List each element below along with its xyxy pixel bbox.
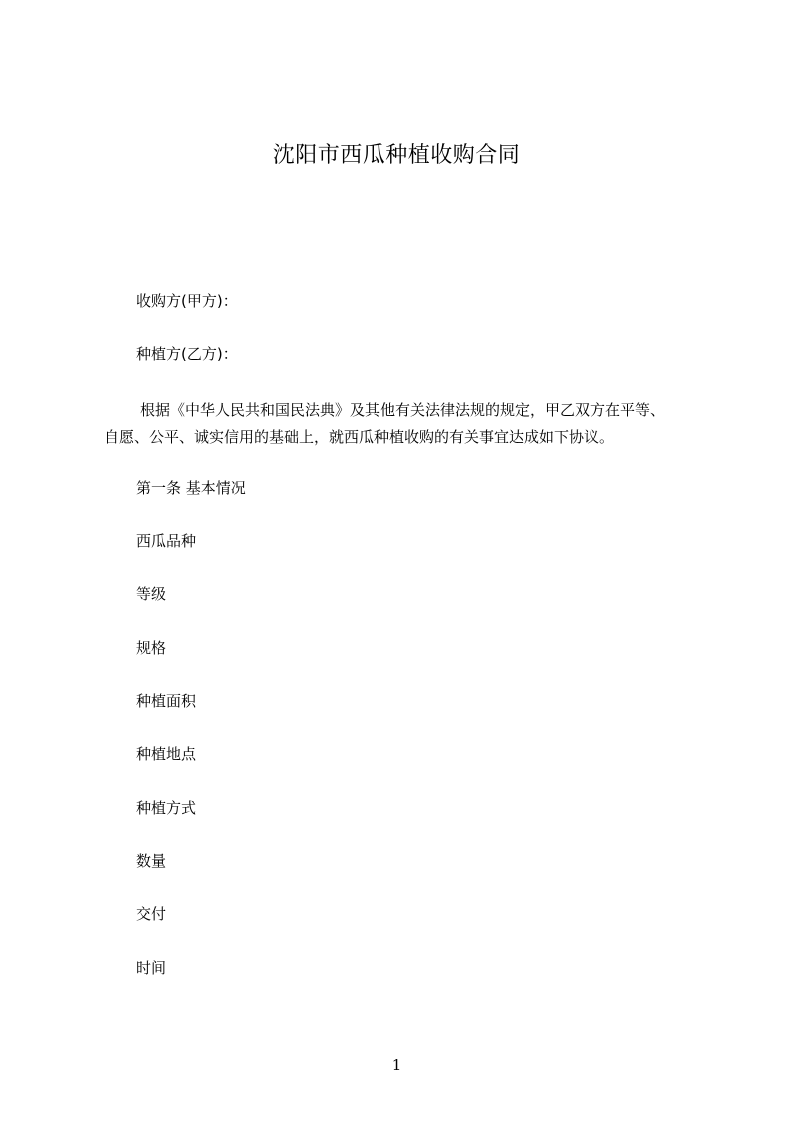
field-variety: 西瓜品种 — [136, 532, 197, 550]
document-title: 沈阳市西瓜种植收购合同 — [272, 143, 521, 168]
article-1-heading: 第一条 基本情况 — [136, 479, 246, 497]
intro-line-2: 自愿、公平、诚实信用的基础上，就西瓜种植收购的有关事宜达成如下协议。 — [104, 428, 615, 446]
field-delivery: 交付 — [136, 905, 167, 923]
field-grade: 等级 — [136, 585, 167, 603]
intro-paragraph — [104, 397, 704, 451]
field-quantity: 数量 — [136, 852, 167, 870]
field-planting-area: 种植面积 — [136, 692, 197, 710]
page-number: 1 — [391, 1056, 402, 1074]
field-planting-location: 种植地点 — [136, 745, 197, 763]
field-planting-method: 种植方式 — [136, 799, 197, 817]
field-specification: 规格 — [136, 639, 167, 657]
intro-line-1: 根据《中华人民共和国民法典》及其他有关法律法规的规定，甲乙双方在平等、 — [140, 401, 666, 419]
field-time: 时间 — [136, 959, 167, 977]
party-a-label: 收购方(甲方)： — [136, 292, 238, 310]
party-b-label: 种植方(乙方)： — [136, 345, 238, 363]
